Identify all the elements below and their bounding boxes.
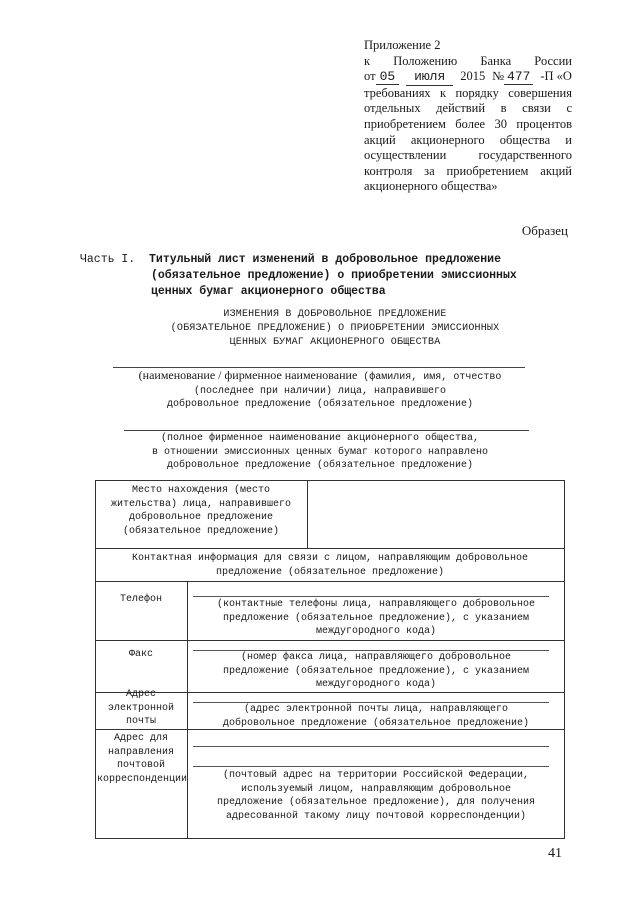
appendix-block [364,38,572,195]
phone-input-line[interactable] [193,596,549,597]
appendix-line: акций акционерного общества и [364,132,572,147]
date-suffix: -П «О [540,69,572,84]
part-title [80,252,517,300]
appendix-line: акционерного общества» [364,179,498,194]
heading-line: ИЗМЕНЕНИЯ В ДОБРОВОЛЬНОЕ ПРЕДЛОЖЕНИЕ [223,309,447,320]
appendix-title: Приложение 2 [364,38,441,52]
appendix-line: приобретением более 30 процентов [364,116,572,131]
part-title-line: Титульный лист изменений в добровольное предложение [149,253,501,266]
postal-input-line[interactable] [193,746,549,747]
name-field-caption: (наименование / фирменное наименование (фамилия, имя, отчество (последнее при наличии) лица, направившего добровольное предложение (обязательное предложение) [138,368,502,410]
date-month-field: июля [406,69,453,86]
fax-caption: (номер факса лица, направляющего добровольное предложение (обязательное предложение), с указанием междугородного кода) [222,652,530,690]
appendix-date-line [364,69,572,86]
appendix-line: требованиях к порядку совершения [364,85,572,100]
appendix-line: контроля за приобретением акций [364,163,572,178]
heading-line: ЦЕННЫХ БУМАГ АКЦИОНЕРНОГО ОБЩЕСТВА [229,337,441,348]
ref-word: к [364,53,371,68]
table-divider [95,581,565,582]
ref-word: Банка [480,53,512,68]
table-divider [95,640,565,641]
table-divider [307,480,308,548]
part-title-line: ценных бумаг акционерного общества [151,285,386,298]
table-divider [95,729,565,730]
ref-word: Положению [393,53,458,68]
sample-label: Образец [521,223,568,238]
email-label: Адрес электронной почты [107,689,174,727]
date-year-field: 2015 [460,69,486,84]
phone-label: Телефон [119,594,162,605]
date-day-field: от 05 [364,69,399,85]
appendix-line: отдельных действий в связи с [364,101,572,116]
phone-caption: (контактные телефоны лица, направляющего добровольное предложение (обязательное предложение), с указанием междугородного кода) [216,599,536,637]
contact-header: Контактная информация для связи с лицом, направляющим добровольное предложение (обязательное предложение) [131,553,529,578]
fax-label: Факс [128,649,153,660]
company-field-caption: (полное фирменное наименование акционерного общества, в отношении эмиссионных ценных бумаг которого направлено добровольное предложение (обязательное предложение) [151,433,489,471]
email-caption: (адрес электронной почты лица, направляющего добровольное предложение (обязательное предложение) [222,704,530,729]
ref-word: России [534,53,572,68]
location-label: Место нахождения (место жительства) лица, направившего добровольное предложение (обязательное предложение) [110,485,292,537]
appendix-reference [364,54,572,70]
table-divider [187,581,188,839]
document-heading [160,308,510,350]
contact-table [95,480,565,839]
company-field-line [124,430,529,431]
part-title-line: (обязательное предложение) о приобретении эмиссионных [151,269,517,282]
page-number: 41 [548,846,562,861]
postal-caption: (почтовый адрес на территории Российской Федерации, используемый лицом, направляющим добровольное предложение (обязательное предложение), для получения адресованной такому лицу почтовой корреспонденции) [216,770,536,822]
part-label: Часть I. [80,253,136,266]
appendix-line: осуществлении государственного [364,148,572,163]
table-divider [95,548,565,549]
heading-line: (ОБЯЗАТЕЛЬНОЕ ПРЕДЛОЖЕНИЕ) О ПРИОБРЕТЕНИИ ЭМИССИОННЫХ [170,323,500,334]
date-number-field: № 477 [492,69,533,85]
postal-label: Адрес для направления почтовой корреспонденции [97,733,188,785]
postal-input-line[interactable] [193,766,549,767]
